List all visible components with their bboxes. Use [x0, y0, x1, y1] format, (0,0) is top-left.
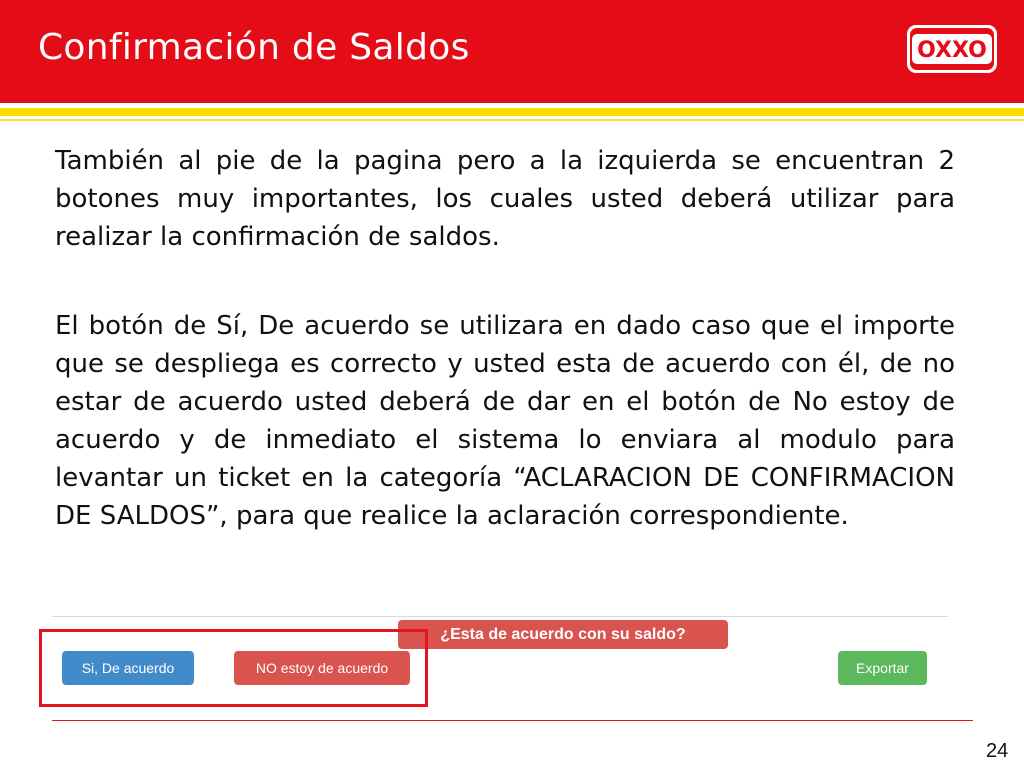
accent-line	[0, 119, 1024, 121]
disagree-button[interactable]: NO estoy de acuerdo	[234, 651, 410, 685]
export-button[interactable]: Exportar	[838, 651, 927, 685]
screenshot-divider	[52, 616, 948, 617]
page-number: 24	[986, 740, 1009, 762]
balance-question-badge: ¿Esta de acuerdo con su saldo?	[398, 620, 728, 649]
accent-band	[0, 108, 1024, 116]
oxxo-logo	[906, 24, 998, 74]
paragraph-buttons-explanation: El botón de Sí, De acuerdo se utilizara en dado caso que el importe que se despliega es correcto y usted esta de acuerdo con él, de no estar de acuerdo usted deberá de dar en el botón de No estoy de acuerdo y de inmediato el sistema lo enviara al modulo para levantar un ticket en la categoría “ACLARACION DE CONFIRMACION DE SALDOS”, para que realice la aclaración correspondiente.	[55, 311, 955, 531]
buttons-highlight-frame	[39, 629, 428, 707]
footer-line	[52, 720, 973, 721]
slide-title: Confirmación de Saldos	[38, 27, 470, 68]
svg-text:OXXO: OXXO	[917, 38, 987, 63]
agree-button[interactable]: Si, De acuerdo	[62, 651, 194, 685]
paragraph-buttons-intro: También al pie de la pagina pero a la izquierda se encuentran 2 botones muy importantes, los cuales usted deberá utilizar para realizar la confirmación de saldos.	[55, 146, 955, 252]
